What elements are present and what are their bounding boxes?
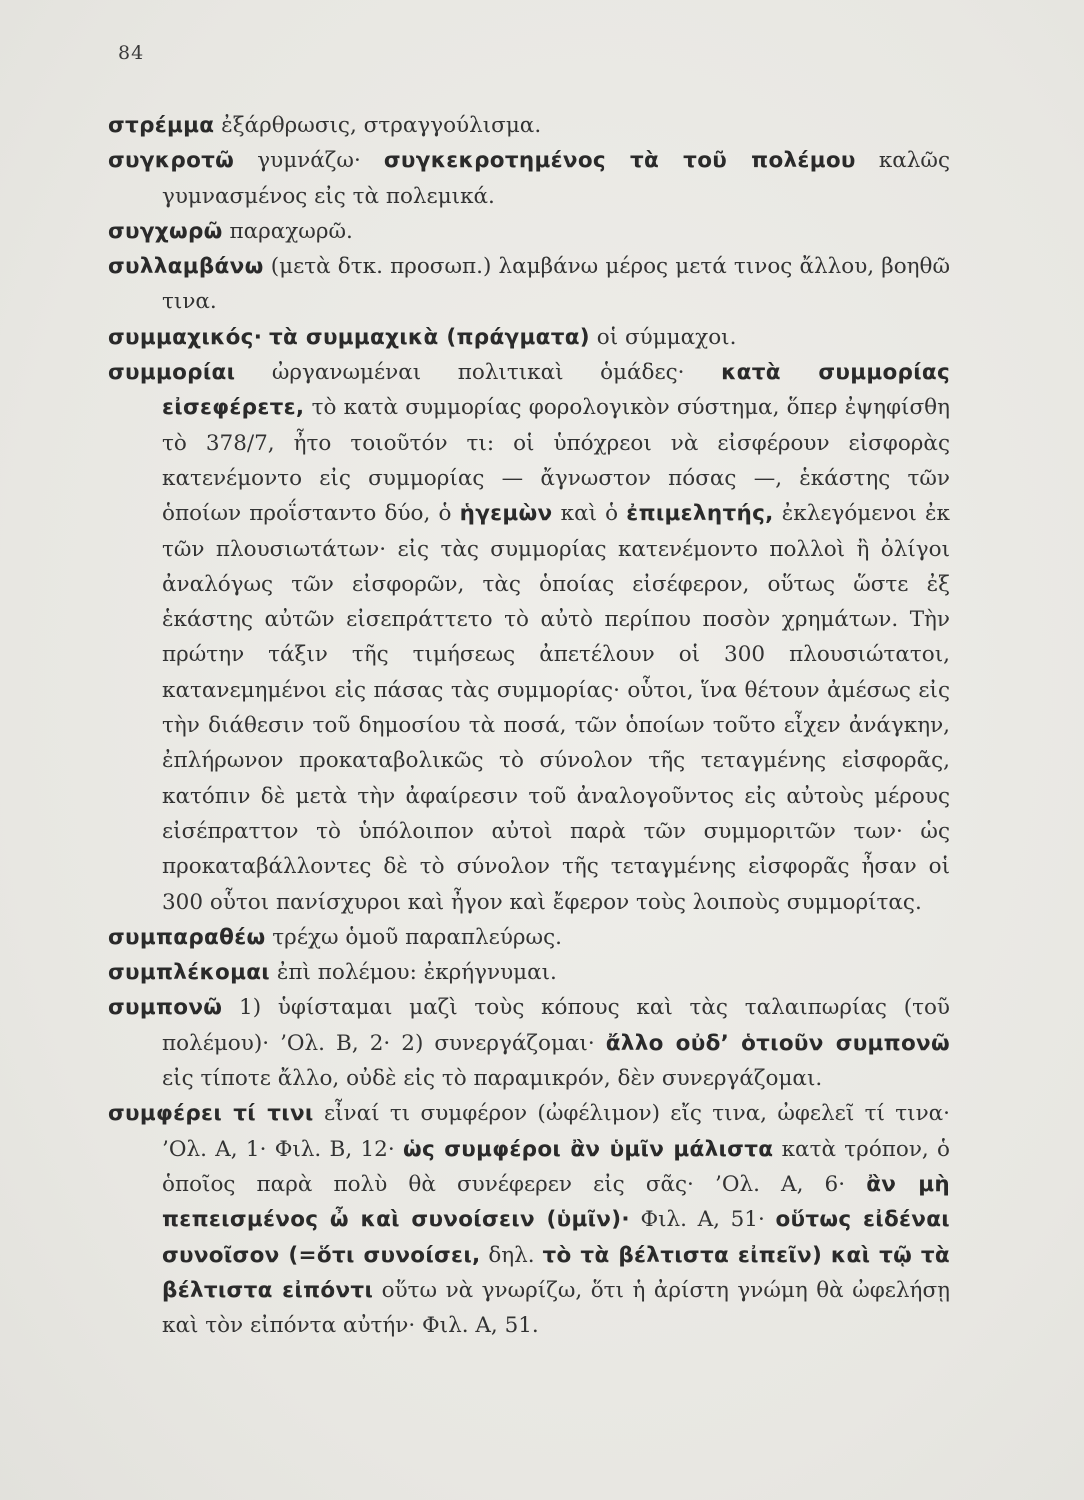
- dictionary-entry: [108, 143, 950, 214]
- dictionary-entry: [108, 355, 950, 920]
- dictionary-entry: [108, 955, 950, 990]
- dictionary-entry: [108, 214, 950, 249]
- entry-definition: οἱ σύμμαχοι.: [589, 324, 737, 350]
- dictionary-entries: [108, 108, 950, 1343]
- entry-definition: ὠργανωμέναι πολιτικαὶ ὁμάδες·: [235, 360, 722, 386]
- entry-example: ἡγεμὼν: [459, 501, 553, 527]
- entry-headword: συγχωρῶ: [108, 218, 223, 244]
- entry-definition: εἶναί τι συμφέρον (ὠφέλιμον) εἴς τινα, ὠφελεῖ τί τινα· ’Ολ. Α, 1· Φιλ. Β, 12·: [162, 1101, 950, 1162]
- dictionary-entry: [108, 920, 950, 955]
- dictionary-entry: [108, 249, 950, 320]
- entry-example: ὡς συμφέροι ἂν ὑμῖν μάλιστα: [402, 1136, 774, 1162]
- entry-headword: συμμαχικός·: [108, 324, 263, 350]
- entry-example: ἂν μὴ πεπεισμένος ὦ καὶ συνοίσειν (ὑμῖν)·: [162, 1171, 951, 1233]
- entry-definition: Φιλ. Α, 51·: [629, 1207, 776, 1233]
- entry-headword: στρέμμα: [108, 113, 215, 138]
- entry-definition: τὸ κατὰ συμμορίας φορολογικὸν σύστημα, ὅπερ ἐψηφίσθη τὸ 378/7, ἦτο τοιοῦτόν τι: οἱ ὑπόχρεοι νὰ εἰσφέρουν εἰσφορὰς κατενέμοντο εἰς συμμορίας — ἄγνωστον πόσας —, ἑκάστης τῶν ὁποίων προΐσταντο δύο, ὁ: [162, 395, 950, 527]
- entry-definition: δηλ.: [480, 1242, 543, 1268]
- entry-definition: (μετὰ δτκ. προσωπ.) λαμβάνω μέρος μετά τινος ἄλλου, βοηθῶ τινα.: [162, 254, 950, 315]
- entry-definition: [262, 325, 269, 350]
- entry-definition: οὕτω νὰ γνωρίζω, ὅτι ἡ ἀρίστη γνώμη θὰ ὠφελήσῃ καὶ τὸν εἰπόντα αὐτήν· Φιλ. Α, 51.: [162, 1277, 950, 1339]
- entry-definition: ἐπὶ πολέμου: ἐκρήγνυμαι.: [269, 960, 557, 986]
- entry-definition: 1) ὑφίσταμαι μαζὶ τοὺς κόπους καὶ τὰς ταλαιπωρίας (τοῦ πολέμου)· ’Ολ. Β, 2· 2) συνεργάζομαι·: [162, 995, 950, 1056]
- entry-headword: συμμορίαι: [108, 360, 236, 386]
- entry-example: τὸ τὰ βέλτιστα εἰπεῖν) καὶ τῷ τὰ βέλτιστα εἰπόντι: [162, 1242, 950, 1303]
- entry-headword: συλλαμβάνω: [108, 254, 264, 280]
- entry-definition: κατὰ τρόπον, ὁ ὁποῖος παρὰ πολὺ θὰ συνέφερεν εἰς σᾶς· ’Ολ. Α, 6·: [162, 1136, 950, 1197]
- entry-definition: ἐκλεγόμενοι ἐκ τῶν πλουσιωτάτων· εἰς τὰς συμμορίας κατενέμοντο πολλοὶ ἢ ὀλίγοι ἀναλόγως τῶν εἰσφορῶν, τὰς ὁποίας εἰσέφερον, οὕτως ὥστε ἐξ ἑκάστης αὐτῶν εἰσεπράττετο τὸ αὐτὸ περίπου ποσὸν χρημάτων. Τὴν πρώτην τάξιν τῆς τιμήσεως ἀπετέλουν οἱ 300 πλουσιώτατοι, κατανεμημένοι εἰς πάσας τὰς συμμορίας· οὗτοι, ἵνα θέτουν ἀμέσως εἰς τὴν διάθεσιν τοῦ δημοσίου τὰ ποσά, τῶν ὁποίων τοῦτο εἶχεν ἀνάγκην, ἐπλήρωνον προκαταβολικῶς τὸ σύνολον τῆς τεταγμένης εἰσφορᾶς, κατόπιν δὲ μετὰ τὴν ἀφαίρεσιν τοῦ ἀναλογοῦντος εἰς αὐτοὺς μέρους εἰσέπραττον τὸ ὑπόλοιπον αὐτοὶ παρὰ τῶν συμμοριτῶν των· ὡς προκαταβάλλοντες δὲ τὸ σύνολον τῆς τεταγμένης εἰσφορᾶς ἦσαν οἱ 300 οὗτοι πανίσχυροι καὶ ἦγον καὶ ἔφερον τοὺς λοιποὺς συμμορίτας.: [162, 501, 950, 915]
- entry-example: ἄλλο οὐδ’ ὁτιοῦν συμπονῶ: [605, 1030, 950, 1056]
- page-number: 84: [118, 42, 145, 64]
- dictionary-entry: [108, 320, 950, 355]
- entry-definition: ἐξάρθρωσις, στραγγούλισμα.: [214, 113, 542, 138]
- entry-headword: συγκροτῶ: [108, 148, 235, 174]
- entry-example: οὕτως εἰδέναι συνοῖσον (=ὅτι συνοίσει,: [162, 1207, 950, 1268]
- entry-headword: συμπλέκομαι: [108, 960, 270, 986]
- entry-example: ἐπιμελητής,: [626, 501, 774, 527]
- dictionary-entry: [108, 108, 950, 143]
- entry-definition: τρέχω ὁμοῦ παραπλεύρως.: [265, 924, 562, 950]
- entry-definition: καλῶς γυμνασμένος εἰς τὰ πολεμικά.: [162, 148, 950, 209]
- entry-example: τὰ συμμαχικὰ (πράγματα): [269, 324, 590, 350]
- dictionary-entry: [108, 1096, 950, 1343]
- dictionary-entry: [108, 990, 950, 1096]
- entry-definition: εἰς τίποτε ἄλλο, οὐδὲ εἰς τὸ παραμικρόν, δὲν συνεργάζομαι.: [162, 1066, 823, 1092]
- entry-headword: συμφέρει τί τινι: [108, 1101, 314, 1127]
- entry-definition: γυμνάζω·: [234, 148, 384, 174]
- entry-definition: παραχωρῶ.: [222, 218, 353, 244]
- entry-definition: καὶ ὁ: [552, 501, 627, 527]
- entry-headword: συμπονῶ: [108, 995, 223, 1021]
- entry-headword: συμπαραθέω: [108, 924, 266, 950]
- entry-example: κατὰ συμμορίας εἰσεφέρετε,: [162, 360, 950, 421]
- entry-example: συγκεκροτημένος τὰ τοῦ πολέμου: [383, 148, 856, 174]
